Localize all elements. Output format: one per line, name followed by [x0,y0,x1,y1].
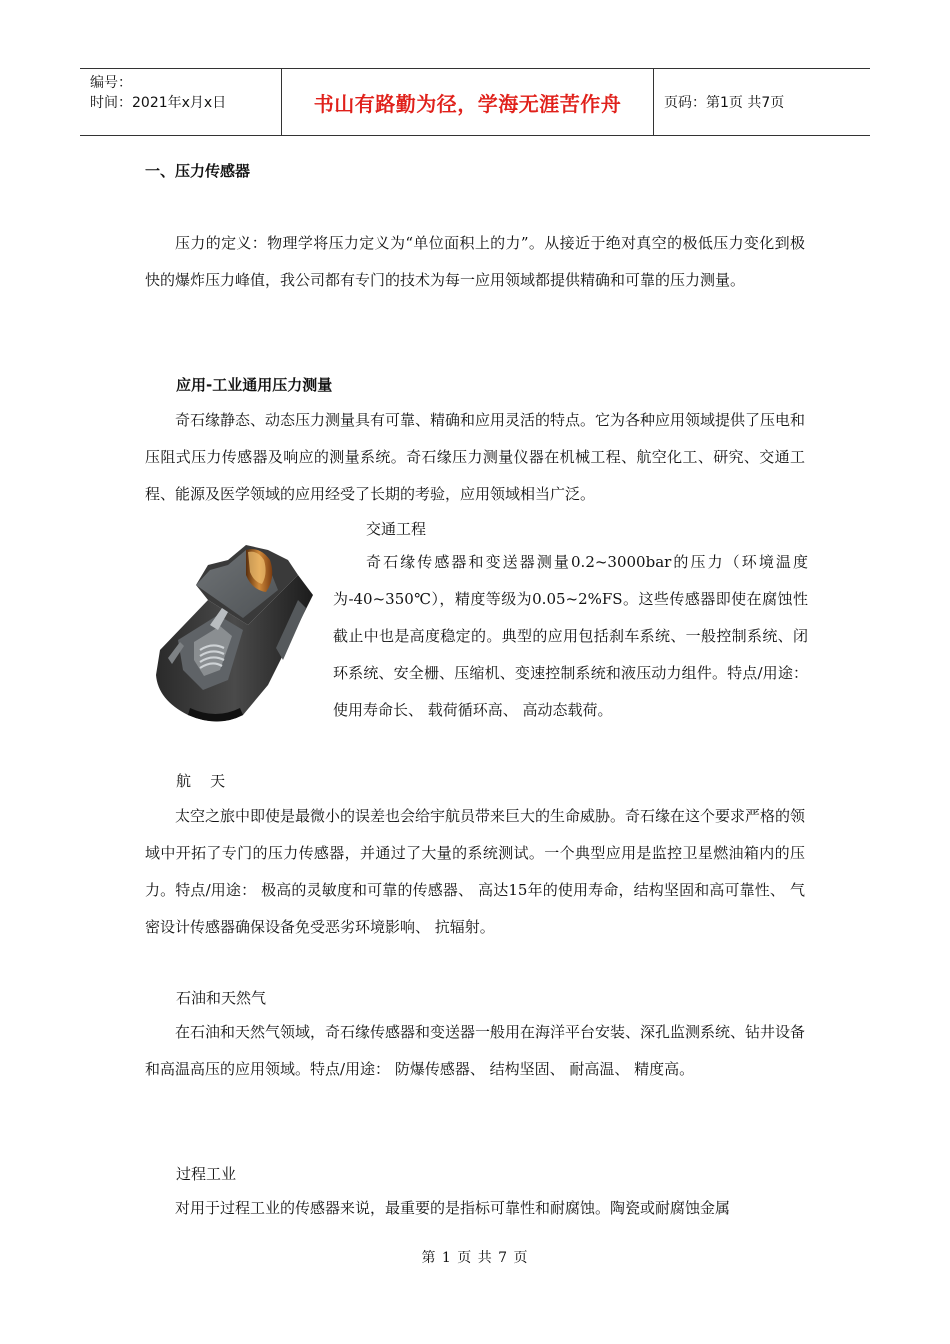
process-paragraph: 对用于过程工业的传感器来说，最重要的是指标可靠性和耐腐蚀。陶瓷或耐腐蚀金属 [175,1199,731,1217]
pressure-sensor-image [148,530,328,730]
page-footer: 第 1 页 共 7 页 [421,1250,529,1266]
header-meta-cell [80,69,282,135]
oil-gas-heading: 石油和天然气 [176,989,267,1007]
header-page-cell [654,69,870,135]
aerospace-paragraph: 太空之旅中即使是最微小的误差也会给宇航员带来巨大的生命威胁。奇石缘在这个要求严格的领域中开拓了专门的压力传感器，并通过了大量的系统测试。一个典型应用是监控卫星燃油箱内的压力。特点/用途： 极高的灵敏度和可靠的传感器、 高达15年的使用寿命，结构坚固和高可靠性、 气密设计传感器确保设备免受恶劣环境影响、 抗辐射。 [145,807,806,936]
time-label: 时间：2021年x月x日 [90,95,227,111]
app-general-heading: 应用-工业通用压力测量 [176,376,333,394]
traffic-heading: 交通工程 [366,520,427,538]
oil-gas-paragraph: 在石油和天然气领域，奇石缘传感器和变送器一般用在海洋平台安装、深孔监测系统、钻井设备和高温高压的应用领域。特点/用途： 防爆传感器、 结构坚固、 耐高温、 精度高。 [145,1023,806,1078]
intro-paragraph: 压力的定义：物理学将压力定义为“单位面积上的力”。从接近于绝对真空的极低压力变化到极快的爆炸压力峰值，我公司都有专门的技术为每一应用领域都提供精确和可靠的压力测量。 [145,234,805,289]
process-heading: 过程工业 [176,1165,237,1183]
header-motto-cell [282,69,654,135]
motto: 书山有路勤为径，学海无涯苦作舟 [313,91,622,116]
traffic-paragraph: 奇石缘传感器和变送器测量0.2~3000bar的压力（环境温度为-40~350℃），精度等级为0.05~2%FS。这些传感器即使在腐蚀性截止中也是高度稳定的。典型的应用包括刹车系统、一般控制系统、闭环系统、安全栅、压缩机、变速控制系统和液压动力组件。特点/用途： 使用寿命长、 载荷循环高、 高动态载荷。 [333,553,808,719]
page-info: 页码：第1页 共7页 [664,95,785,111]
aerospace-heading: 航 天 [176,772,226,790]
document-header [80,68,870,136]
section-title: 一、压力传感器 [145,162,251,180]
app-general-paragraph: 奇石缘静态、动态压力测量具有可靠、精确和应用灵活的特点。它为各种应用领域提供了压电和压阻式压力传感器及响应的测量系统。奇石缘压力测量仪器在机械工程、航空化工、研究、交通工程、能源及医学领域的应用经受了长期的考验，应用领域相当广泛。 [145,411,806,503]
number-label: 编号： [90,75,132,91]
